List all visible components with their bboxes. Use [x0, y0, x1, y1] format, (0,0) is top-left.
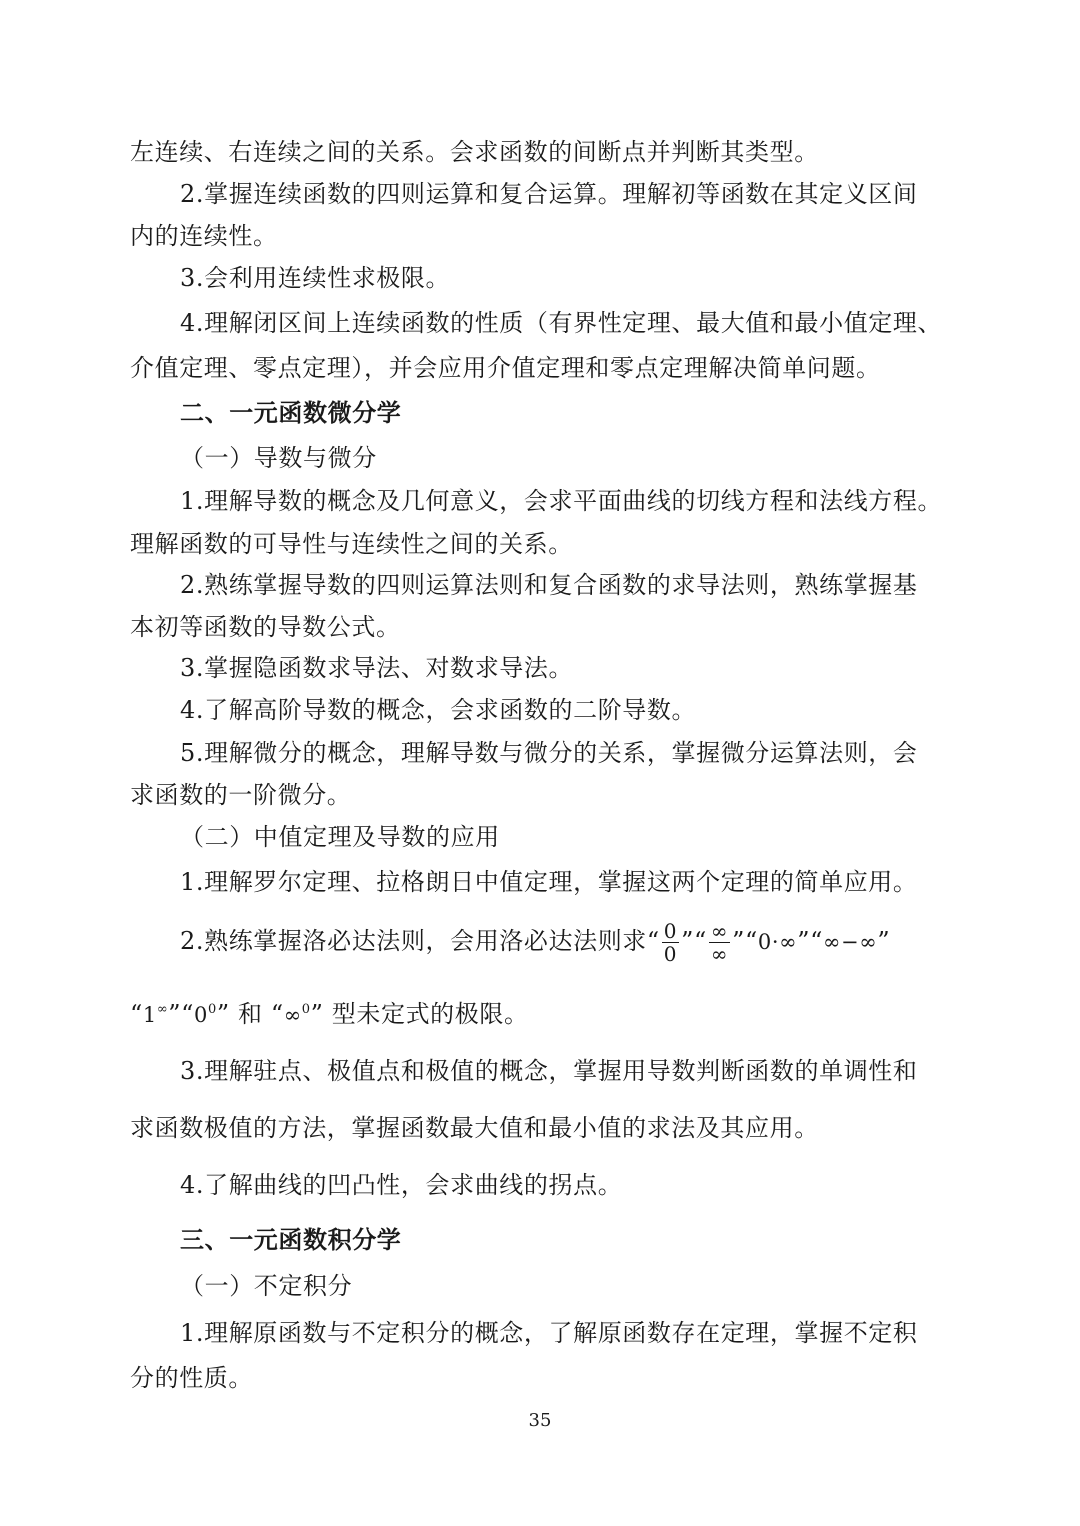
list-item: 1.理解罗尔定理、拉格朗日中值定理，掌握这两个定理的简单应用。: [180, 868, 918, 896]
form-inf-pow-zero: ∞$^0$: [283, 1002, 311, 1027]
list-item-indeterminate-forms: 2.熟练掌握洛必达法则，会用洛必达法则求“ $\frac{0}{0}$ ”“ $\frac{\infty}{\infty}$ ”“0·∞”“∞−∞”: [180, 919, 891, 966]
list-item: 4.了解高阶导数的概念，会求函数的二阶导数。: [180, 696, 697, 724]
subsection-heading: （一）不定积分: [180, 1272, 353, 1300]
text-line: 内的连续性。: [130, 222, 278, 250]
list-item: 1.理解导数的概念及几何意义，会求平面曲线的切线方程和法线方程。: [180, 487, 943, 515]
form-inf-minus-inf: ∞−∞: [822, 930, 878, 954]
list-item: 3.理解驻点、极值点和极值的概念，掌握用导数判断函数的单调性和: [180, 1057, 918, 1085]
list-item: 2.熟练掌握导数的四则运算法则和复合函数的求导法则，熟练掌握基: [180, 571, 918, 599]
list-item: 4.了解曲线的凹凸性，会求曲线的拐点。: [180, 1171, 623, 1199]
list-item: 2.掌握连续函数的四则运算和复合运算。理解初等函数在其定义区间: [180, 180, 918, 208]
list-item: 1.理解原函数与不定积分的概念，了解原函数存在定理，掌握不定积: [180, 1319, 918, 1347]
subsection-heading: （一）导数与微分: [180, 444, 377, 472]
text-span: 型未定式的极限。: [331, 1000, 529, 1028]
list-item: 4.理解闭区间上连续函数的性质（有界性定理、最大值和最小值定理、: [180, 309, 943, 337]
form-inf-over-inf: $\frac{\infty}{\infty}$: [710, 919, 729, 966]
text-line-indeterminate-forms: “$1^\infty”“0^0$” 和 “∞$^0$” 型未定式的极限。: [130, 1000, 529, 1028]
text-line: 分的性质。: [130, 1364, 253, 1392]
text-line: 介值定理、零点定理），并会应用介值定理和零点定理解决简单问题。: [130, 354, 881, 382]
section-heading: 二、一元函数微分学: [180, 398, 402, 427]
text-line: 理解函数的可导性与连续性之间的关系。: [130, 530, 573, 558]
section-heading: 三、一元函数积分学: [180, 1225, 402, 1254]
form-zero-over-zero: $\frac{0}{0}$: [663, 919, 678, 966]
page-number: 35: [528, 1410, 552, 1431]
subsection-heading: （二）中值定理及导数的应用: [180, 823, 500, 851]
text-line: 本初等函数的导数公式。: [130, 613, 401, 641]
text-line: 求函数极值的方法，掌握函数最大值和最小值的求法及其应用。: [130, 1114, 819, 1142]
form-zero-times-inf: 0·∞: [757, 930, 798, 954]
form-one-pow-inf: 1∞: [142, 1002, 169, 1027]
text-line: 左连续、右连续之间的关系。会求函数的间断点并判断其类型。: [130, 138, 819, 166]
list-item: 5.理解微分的概念，理解导数与微分的关系，掌握微分运算法则，会: [180, 739, 918, 767]
form-zero-pow-zero: $0^0$: [194, 1002, 217, 1027]
text-span: 2.熟练掌握洛必达法则，会用洛必达法则求: [180, 927, 647, 955]
list-item: 3.会利用连续性求极限。: [180, 264, 451, 292]
text-line: 求函数的一阶微分。: [130, 781, 352, 809]
text-span: 和: [237, 1000, 263, 1028]
list-item: 3.掌握隐函数求导法、对数求导法。: [180, 654, 574, 682]
